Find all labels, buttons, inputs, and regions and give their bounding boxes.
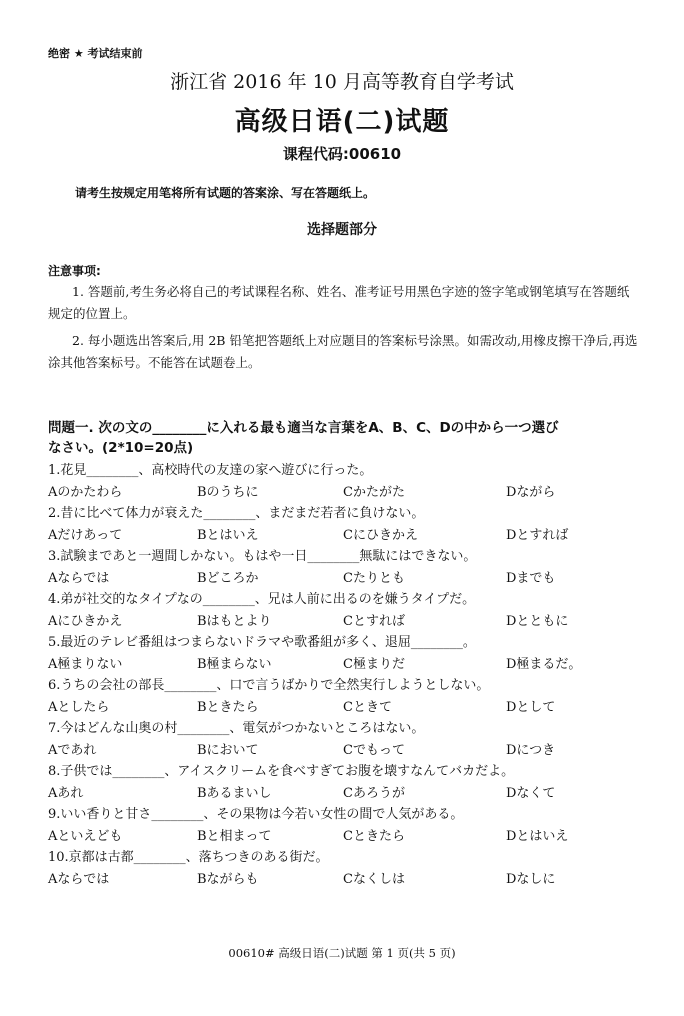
question-heading-line: 問題一. 次の文の________に入れる最も適当な言葉をA、B、C、Dの中から一つ選び [48, 420, 559, 436]
answer-option: Aとしたら [48, 700, 110, 715]
question-text: 3.試験まであと一週間しかない。もはや一日________無駄にはできない。 [48, 549, 477, 564]
answer-option: C極まりだ [343, 657, 405, 672]
answer-option: Dなくて [506, 786, 556, 801]
answer-option: Aだけあって [48, 528, 123, 543]
answer-option: Bあるまいし [197, 786, 272, 801]
answer-option: A極まりない [48, 657, 123, 672]
answer-option: Cにひきかえ [343, 528, 418, 543]
answer-option: Bにおいて [197, 743, 259, 758]
answer-option: Bどころか [197, 571, 259, 586]
paper-title: 高级日语(二)试题 [234, 107, 450, 137]
exam-instruction: 请考生按规定用笔将所有试题的答案涂、写在答题纸上。 [75, 186, 376, 200]
answer-option: Cときて [343, 700, 392, 715]
answer-option: Dとして [506, 700, 556, 715]
answer-option: Aであれ [48, 743, 97, 758]
answer-option: Dまでも [506, 571, 556, 586]
answer-option: Aといえども [48, 829, 123, 844]
answer-option: Aのかたわら [48, 485, 123, 500]
answer-option: D極まるだ。 [506, 657, 582, 672]
answer-option: Cかたがた [343, 485, 405, 500]
answer-option: Bはもとより [197, 614, 272, 629]
answer-option: B極まらない [197, 657, 272, 672]
answer-option: Dとともに [506, 614, 569, 629]
notes-heading: 注意事项: [48, 264, 101, 278]
answer-option: Bと相まって [197, 829, 272, 844]
answer-option: Bときたら [197, 700, 259, 715]
answer-option: Dとはいえ [506, 829, 569, 844]
answer-option: Dとすれば [506, 528, 569, 543]
answer-option: Cとすれば [343, 614, 405, 629]
answer-option: Cときたら [343, 829, 405, 844]
answer-option: Aにひきかえ [48, 614, 123, 629]
answer-option: Cあろうが [343, 786, 405, 801]
page-footer: 00610# 高级日语(二)试题 第 1 页(共 5 页) [228, 946, 456, 960]
question-text: 9.いい香りと甘さ________、その果物は今若い女性の間で人気がある。 [48, 807, 464, 822]
question-section-heading [48, 418, 638, 458]
answer-option: Cたりとも [343, 571, 405, 586]
question-text: 5.最近のテレビ番組はつまらないドラマや歌番組が多く、退屈________。 [48, 635, 476, 650]
section-title: 选择题部分 [307, 222, 377, 238]
question-text: 8.子供では________、アイスクリームを食べすぎてお腹を壊すなんてバカだよ。 [48, 764, 515, 779]
note-item: 1. 答题前,考生务必将自己的考试课程名称、姓名、准考证号用黑色字迹的签字笔或钢笔填写在答题纸规定的位置上。 [48, 284, 630, 321]
exam-title: 浙江省 2016 年 10 月高等教育自学考试 [170, 71, 514, 93]
question-text: 10.京都は古都________、落ちつきのある街だ。 [48, 850, 329, 865]
answer-option: Cでもって [343, 743, 405, 758]
answer-option: Aあれ [48, 786, 84, 801]
answer-option: Bとはいえ [197, 528, 259, 543]
answer-option: Cなくしは [343, 872, 405, 887]
question-text: 4.弟が社交的なタイプなの________、兄は人前に出るのを嫌うタイプだ。 [48, 592, 476, 607]
course-code: 课程代码:00610 [282, 145, 402, 163]
note-item: 2. 每小题选出答案后,用 2B 铅笔把答题纸上对应题目的答案标号涂黑。如需改动,用橡皮擦干净后,再选涂其他答案标号。不能答在试题卷上。 [48, 333, 638, 370]
answer-option: Aならでは [48, 571, 110, 586]
answer-option: Dなしに [506, 872, 556, 887]
question-text: 1.花見________、高校時代の友達の家へ遊びに行った。 [48, 463, 373, 478]
answer-option: Bのうちに [197, 485, 259, 500]
answer-option: Aならでは [48, 872, 110, 887]
question-text: 2.昔に比べて体力が衰えた________、まだまだ若者に負けない。 [48, 506, 425, 521]
question-text: 6.うちの会社の部長________、口で言うばかりで全然実行しようとしない。 [48, 678, 490, 693]
answer-option: Dながら [506, 485, 556, 500]
answer-option: Dにつき [506, 743, 556, 758]
confidential-label: 绝密 ★ 考试结束前 [48, 47, 143, 60]
answer-option: Bながらも [197, 872, 259, 887]
question-text: 7.今はどんな山奥の村________、電気がつかないところはない。 [48, 721, 425, 736]
question-heading-line: なさい。(2*10=20点) [48, 440, 194, 456]
